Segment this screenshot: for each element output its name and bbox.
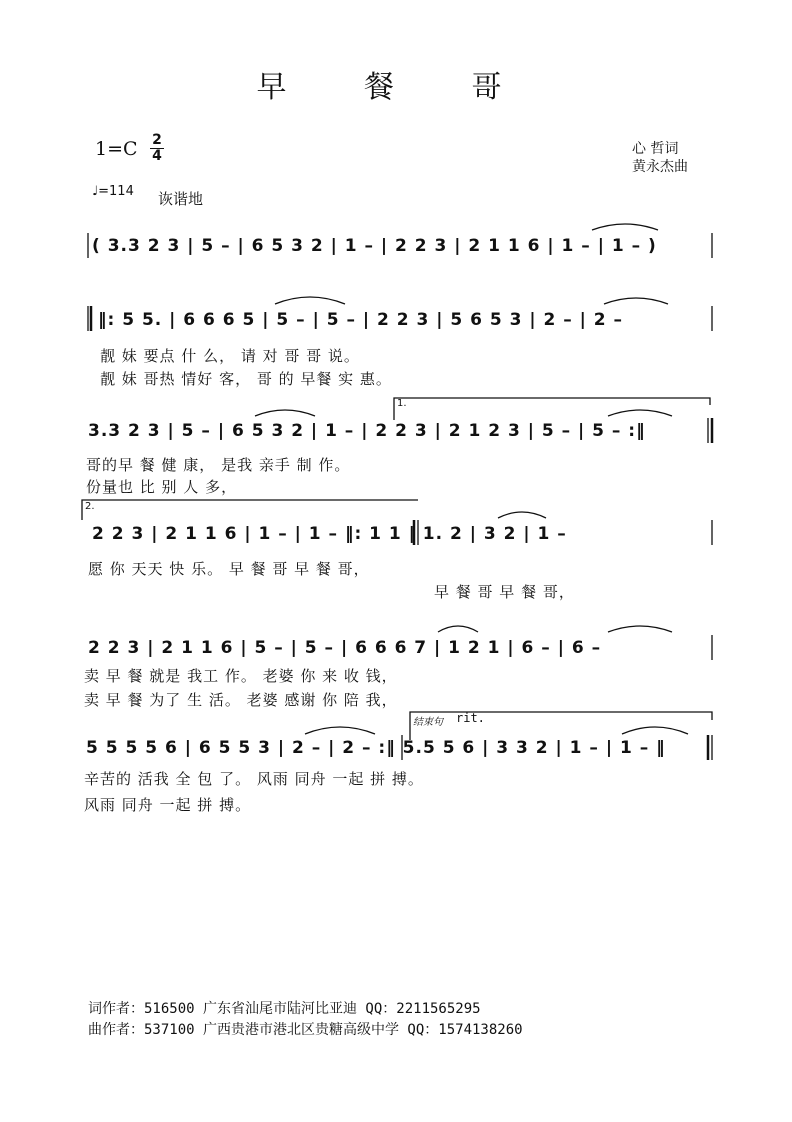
expression-marking: 诙谐地 bbox=[158, 190, 204, 208]
notation-row-1: ( 3.3 2 3 | 5 – | 6 5 3 2 | 1 – | 2 2 3 | 2 1 1 6 | 1 – | 1 – ) bbox=[92, 236, 657, 256]
notation-row-6: 5 5 5 5 6 | 6 5 5 3 | 2 – | 2 – :‖ 5.5 5 6 | 3 3 2 | 1 – | 1 – ‖ bbox=[86, 738, 666, 758]
lyrics-row-4-verse-1: 愿 你 天天 快 乐。 早 餐 哥 早 餐 哥， bbox=[88, 560, 370, 578]
key-signature: 1=C bbox=[95, 138, 138, 160]
lyrics-row-6-verse-1: 辛苦的 活我 全 包 了。 风雨 同舟 一起 拼 搏。 bbox=[84, 770, 424, 788]
lyrics-row-3-verse-2: 份量也 比 别 人 多， bbox=[86, 478, 238, 496]
lyricist-credit: 心 哲词 bbox=[632, 141, 679, 157]
footer-lyricist: 词作者：516500 广东省汕尾市陆河比亚迪 QQ：2211565295 bbox=[88, 1001, 481, 1017]
tempo-marking: ♩=114 bbox=[92, 184, 134, 199]
footer-composer: 曲作者：537100 广西贵港市港北区贵糖高级中学 QQ：1574138260 bbox=[88, 1022, 523, 1038]
volta-2-label: 2. bbox=[85, 501, 95, 512]
notation-row-4: 2 2 3 | 2 1 1 6 | 1 – | 1 – ‖: 1 1 | 1. 2 | 3 2 | 1 – bbox=[92, 524, 567, 544]
rit-marking: rit. bbox=[456, 711, 485, 725]
page-title: 早 餐 哥 bbox=[256, 70, 536, 105]
composer-credit: 黄永杰曲 bbox=[632, 159, 688, 175]
ending-label: 结束句 bbox=[413, 717, 443, 728]
lyrics-row-2-verse-1: 靓 妹 要点 什 么， 请 对 哥 哥 说。 bbox=[100, 347, 360, 365]
notation-row-5: 2 2 3 | 2 1 1 6 | 5 – | 5 – | 6 6 6 7 | 1 2 1 | 6 – | 6 – bbox=[88, 638, 602, 658]
notation-row-2: ‖: 5 5. | 6 6 6 5 | 5 – | 5 – | 2 2 3 | 5 6 5 3 | 2 – | 2 – bbox=[98, 310, 624, 330]
lyrics-row-3-verse-1: 哥的早 餐 健 康， 是我 亲手 制 作。 bbox=[86, 456, 351, 474]
time-signature-bottom: 4 bbox=[152, 148, 162, 164]
volta-1-label: 1. bbox=[397, 398, 407, 409]
lyrics-row-5-verse-2: 卖 早 餐 为了 生 活。 老婆 感谢 你 陪 我， bbox=[84, 691, 398, 709]
lyrics-row-4-verse-2: 早 餐 哥 早 餐 哥， bbox=[434, 583, 575, 601]
lyrics-row-5-verse-1: 卖 早 餐 就是 我工 作。 老婆 你 来 收 钱， bbox=[84, 667, 398, 685]
time-signature-top: 2 bbox=[152, 132, 162, 148]
lyrics-row-2-verse-2: 靓 妹 哥热 情好 客， 哥 的 早餐 实 惠。 bbox=[100, 370, 392, 388]
notation-row-3: 3.3 2 3 | 5 – | 6 5 3 2 | 1 – | 2 2 3 | 2 1 2 3 | 5 – | 5 – :‖ bbox=[88, 421, 646, 441]
lyrics-row-6-verse-2: 风雨 同舟 一起 拼 搏。 bbox=[84, 796, 252, 814]
